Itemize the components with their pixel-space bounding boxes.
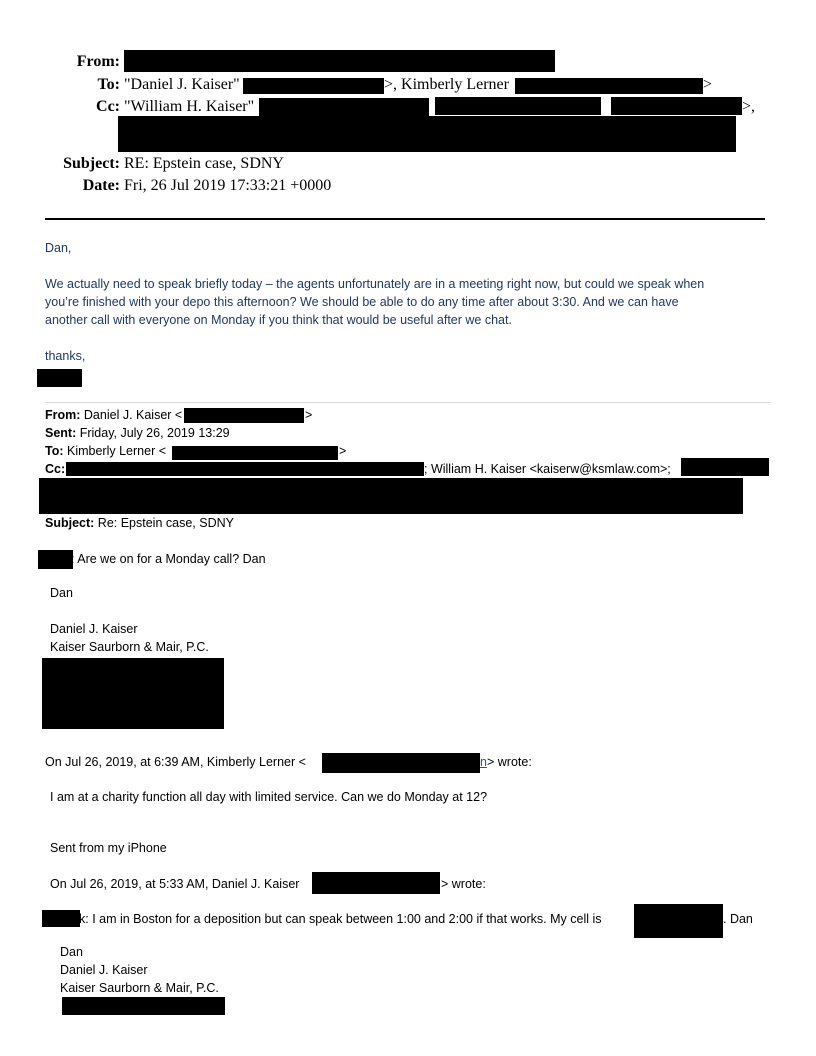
fwd-sent-label: Sent: (45, 426, 77, 440)
redaction-block (66, 462, 424, 476)
header-divider (45, 218, 765, 220)
redaction-block (42, 658, 224, 729)
reply-signoff: thanks, (45, 349, 86, 363)
fwd-from-label: From: (45, 408, 81, 422)
reply-body-line: you’re finished with your depo this afternoon? We should be able to do any time after about 3:30. And we can have (45, 295, 679, 309)
fwd-subject-row (45, 516, 234, 530)
header-subject-label: Subject: (63, 155, 120, 172)
redaction-block (39, 478, 743, 514)
header-to-end (703, 76, 712, 94)
message-line: I am at a charity function all day with limited service. Can we do Monday at 12? (50, 790, 488, 804)
header-to-row (0, 76, 240, 94)
fwd-cc-value: ; William H. Kaiser <kaiserw@ksmlaw.com>; (424, 462, 671, 476)
signature-firm: Kaiser Saurborn & Mair, P.C. (50, 640, 209, 654)
fwd-sent-value: Friday, July 26, 2019 13:29 (79, 426, 230, 440)
fwd-from-value: Daniel J. Kaiser < (83, 408, 183, 422)
header-date-label: Date: (82, 177, 120, 194)
header-to-cont-text: >, Kimberly Lerner (384, 76, 509, 93)
header-to-label: To: (97, 76, 120, 93)
header-cc-label: Cc: (96, 98, 120, 115)
message-line: k: I am in Boston for a deposition but can speak between 1:00 and 2:00 if that works. My cell is (79, 912, 602, 926)
header-date-value: Fri, 26 Jul 2019 17:33:21 +0000 (124, 177, 332, 194)
message-line: Dan (60, 945, 83, 959)
fwd-to-end: > (339, 444, 347, 458)
header-cc-end (742, 98, 755, 116)
redaction-block (259, 98, 429, 116)
message-separator (45, 402, 771, 403)
redaction-block (515, 78, 703, 94)
header-subject-value: RE: Epstein case, SDNY (124, 155, 284, 172)
redaction-block (38, 550, 73, 569)
header-cc-row (0, 98, 254, 116)
signature-firm: Kaiser Saurborn & Mair, P.C. (60, 981, 219, 995)
reply-greeting: Dan, (45, 241, 72, 255)
message-line: Sent from my iPhone (50, 841, 167, 855)
redaction-block (118, 116, 736, 152)
message-line: Dan (50, 586, 73, 600)
header-from-row (0, 53, 120, 71)
header-cc-name: "William H. Kaiser" (124, 98, 255, 115)
redaction-block (184, 408, 304, 423)
fwd-subject-value: Re: Epstein case, SDNY (97, 516, 234, 530)
redaction-block (62, 997, 225, 1015)
fwd-to-row (45, 444, 166, 458)
reply-body-line: We actually need to speak briefly today – the agents unfortunately are in a meeting right now, but could we speak when (45, 277, 705, 291)
reply-body-line: another call with everyone on Monday if you think that would be useful after we chat. (45, 313, 512, 327)
header-from-label: From: (76, 53, 120, 70)
signature-name: Daniel J. Kaiser (60, 963, 148, 977)
message-line-end: . Dan (723, 912, 753, 926)
quote-intro: On Jul 26, 2019, at 6:39 AM, Kimberly Lerner < (45, 755, 306, 769)
fwd-to-value: Kimberly Lerner < (67, 444, 166, 458)
header-to-name: "Daniel J. Kaiser" (124, 76, 240, 93)
header-subject-row (0, 155, 284, 173)
quote-intro: On Jul 26, 2019, at 5:33 AM, Daniel J. Kaiser (50, 877, 300, 891)
redaction-block (435, 97, 601, 115)
redaction-block (124, 50, 555, 72)
redaction-block (312, 872, 440, 894)
redaction-block (634, 904, 723, 938)
fwd-subject-label: Subject: (45, 516, 95, 530)
email-link[interactable]: n (480, 755, 487, 769)
header-to-cont (384, 76, 509, 94)
header-date-row (0, 177, 331, 195)
message-line: : Are we on for a Monday call? Dan (71, 552, 266, 566)
quote-end: > wrote: (441, 877, 486, 891)
redaction-block (243, 78, 384, 94)
redaction-block (681, 458, 769, 476)
fwd-to-label: To: (45, 444, 64, 458)
redaction-block (322, 753, 480, 773)
fwd-from-end: > (305, 408, 313, 422)
redaction-block (37, 369, 82, 387)
fwd-cc-label: Cc: (45, 462, 66, 476)
fwd-cc-row (45, 462, 65, 476)
redaction-block (172, 446, 338, 460)
redaction-block (611, 97, 742, 115)
header-to-end-text: > (703, 76, 713, 93)
quote-end: > wrote: (487, 755, 532, 769)
header-cc-end-text: >, (742, 98, 756, 115)
fwd-from-row (45, 408, 182, 422)
redaction-block (42, 910, 80, 927)
signature-name: Daniel J. Kaiser (50, 622, 138, 636)
fwd-sent-row (45, 426, 230, 440)
